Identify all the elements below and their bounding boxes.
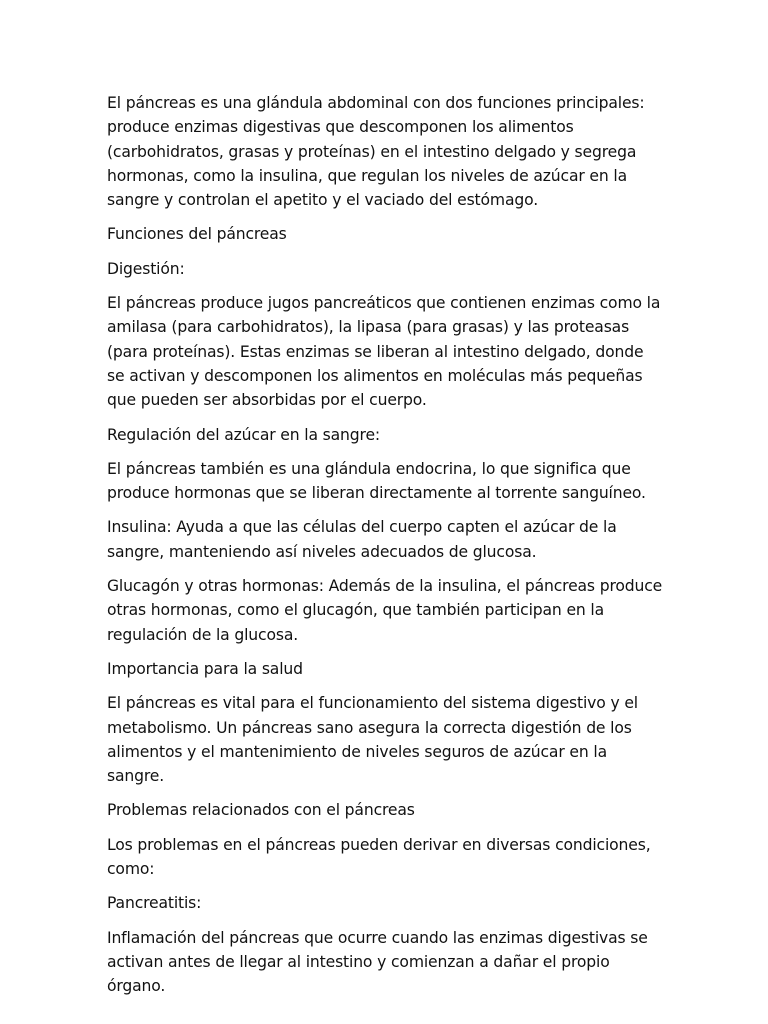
subheading-pancreatitis: Pancreatitis: xyxy=(107,894,202,913)
endocrine-paragraph: El páncreas también es una glándula endocrina, lo que significa que produce hormonas que se liberan directamente al torrente sanguíneo. xyxy=(107,459,646,503)
intro-paragraph: El páncreas es una glándula abdominal con dos funciones principales: produce enzimas digestivas que descomponen los alimentos (carbohidratos, grasas y proteínas) en el intestino delgado y segrega hormonas, como la insulina, que regulan los niveles de azúcar en la sangre y controlan el apetito y el vaciado del estómago. xyxy=(107,94,645,210)
glucagon-paragraph: Glucagón y otras hormonas: Además de la insulina, el páncreas produce otras hormonas, como el glucagón, que también participan en la regulación de la glucosa. xyxy=(107,577,663,644)
problems-paragraph: Los problemas en el páncreas pueden derivar en diversas condiciones, como: xyxy=(107,835,651,879)
insulin-paragraph: Insulina: Ayuda a que las células del cuerpo capten el azúcar de la sangre, manteniendo así niveles adecuados de glucosa. xyxy=(107,518,617,561)
subheading-digestion: Digestión: xyxy=(107,259,185,278)
section-heading-problems: Problemas relacionados con el páncreas xyxy=(107,801,415,820)
subheading-sugar-regulation: Regulación del azúcar en la sangre: xyxy=(107,425,380,444)
section-heading-functions: Funciones del páncreas xyxy=(107,225,287,244)
section-heading-health: Importancia para la salud xyxy=(107,659,303,678)
digestion-paragraph: El páncreas produce jugos pancreáticos que contienen enzimas como la amilasa (para carbohidratos), la lipasa (para grasas) y las proteasas (para proteínas). Estas enzimas se liberan al intestino delgado, donde se activan y descomponen los alimentos en moléculas más pequeñas que pueden ser absorbidas por el cuerpo. xyxy=(107,294,661,410)
pancreatitis-paragraph: Inflamación del páncreas que ocurre cuando las enzimas digestivas se activan antes de llegar al intestino y comienzan a dañar el propio órgano. xyxy=(107,928,648,996)
document-body xyxy=(107,91,663,1009)
health-paragraph: El páncreas es vital para el funcionamiento del sistema digestivo y el metabolismo. Un páncreas sano asegura la correcta digestión de los alimentos y el mantenimiento de niveles seguros de azúcar en la sangre. xyxy=(107,694,638,786)
